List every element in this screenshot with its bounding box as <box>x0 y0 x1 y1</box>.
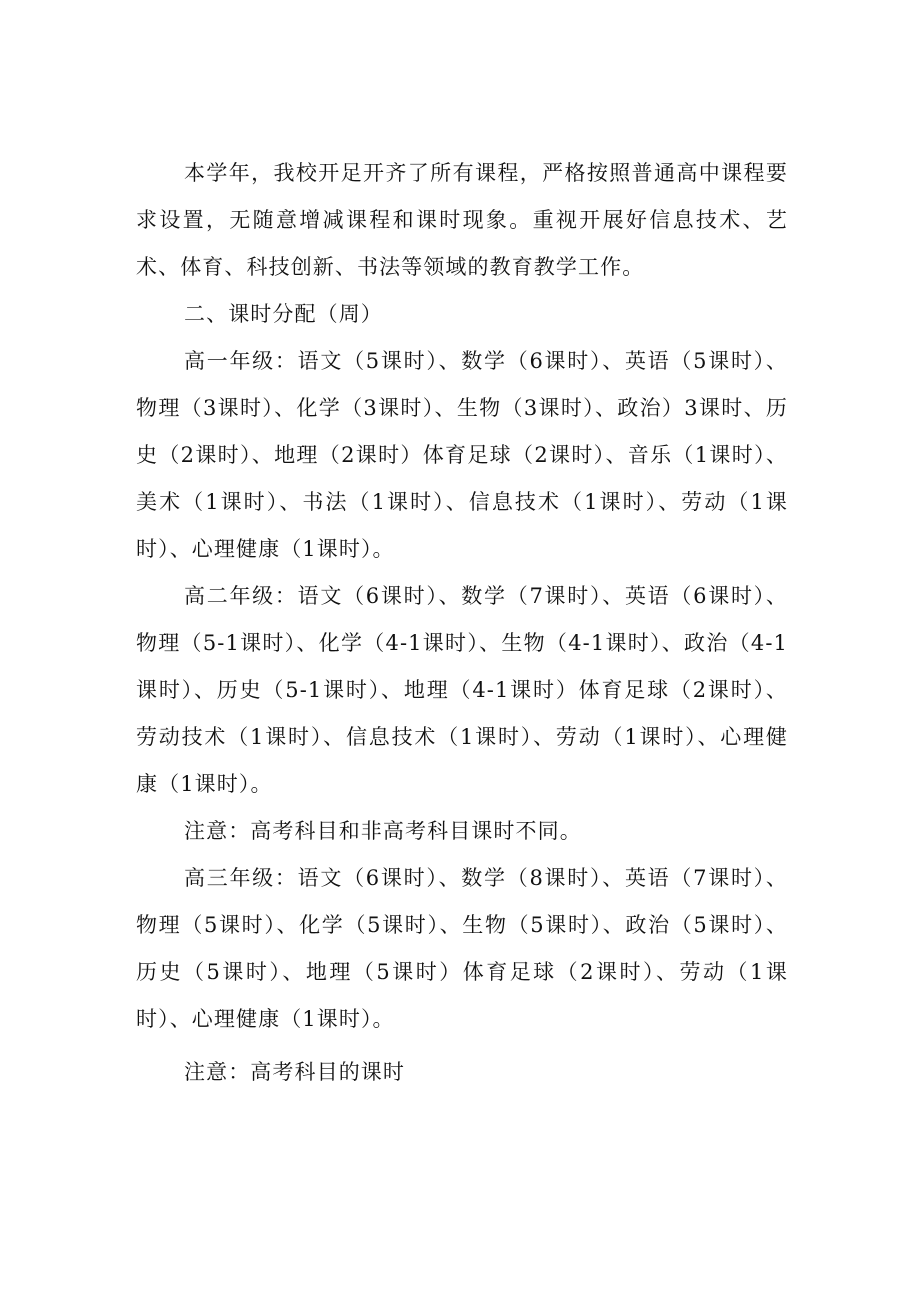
grade-two-paragraph: 高二年级：语文（6课时）、数学（7课时）、英语（6课时）、物理（5-1课时）、化学（4-1课时）、生物（4-1课时）、政治（4-1课时）、历史（5-1课时）、地理（4-1课时）体育足球（2课时）、劳动技术（1课时）、信息技术（1课时）、劳动（1课时）、心理健康（1课时）。 <box>136 584 788 796</box>
grade-three-paragraph: 高三年级：语文（6课时）、数学（8课时）、英语（7课时）、物理（5课时）、化学（5课时）、生物（5课时）、政治（5课时）、历史（5课时）、地理（5课时）体育足球（2课时）、劳动（1课时）、心理健康（1课时）。 <box>136 866 788 1031</box>
grade-one-paragraph: 高一年级：语文（5课时）、数学（6课时）、英语（5课时）、物理（3课时）、化学（3课时）、生物（3课时）、政治）3课时、历史（2课时）、地理（2课时）体育足球（2课时）、音乐（1课时）、美术（1课时）、书法（1课时）、信息技术（1课时）、劳动（1课时）、心理健康（1课时）。 <box>136 349 788 561</box>
note-paragraph-1: 注意：高考科目和非高考科目课时不同。 <box>184 819 582 843</box>
note-paragraph-2: 注意：高考科目的课时 <box>184 1060 405 1084</box>
intro-paragraph: 本学年，我校开足开齐了所有课程，严格按照普通高中课程要求设置，无随意增减课程和课时现象。重视开展好信息技术、艺术、体育、科技创新、书法等领域的教育教学工作。 <box>136 161 788 279</box>
section-heading-schedule: 二、课时分配（周） <box>184 302 383 326</box>
